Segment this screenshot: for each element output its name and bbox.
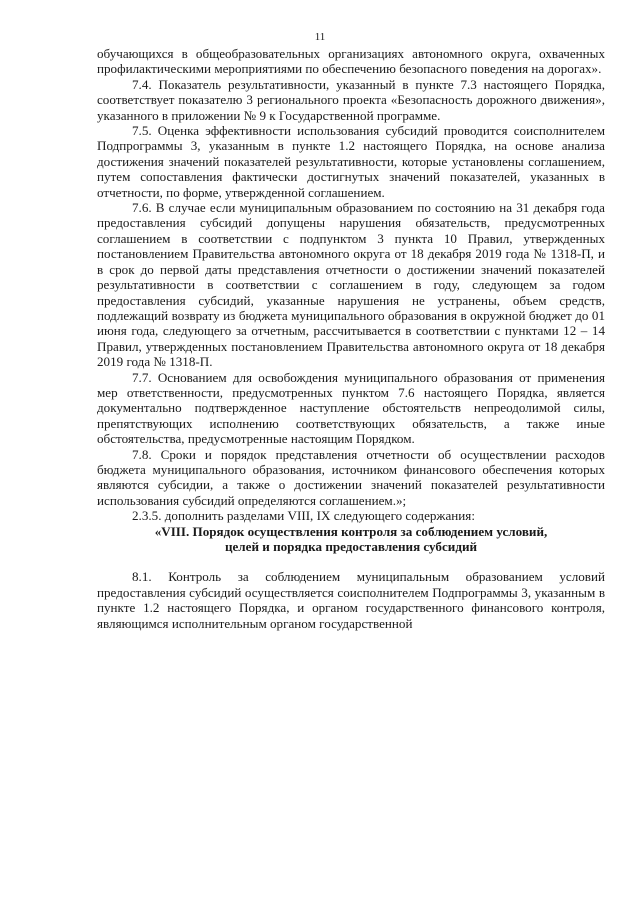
- section-heading: [97, 524, 605, 555]
- page-number: 11: [314, 31, 326, 43]
- paragraph-7-7: 7.7. Основанием для освобождения муниципального образования от применения мер ответственности, предусмотренных пунктом 7.6 настоящего Порядка, является документально подтвержденное наступление обстоятельств непреодолимой силы, препятствующих исполнению соответствующих обязательств, а также иные обстоятельства, предусмотренные настоящим Порядком.: [97, 369, 605, 447]
- paragraph-2-3-5: 2.3.5. дополнить разделами VIII, IX следующего содержания:: [132, 508, 475, 524]
- paragraph-8-1: 8.1. Контроль за соблюдением муниципальным образованием условий предоставления субсидий осуществляется соисполнителем Подпрограммы 3, указанным в пункте 1.2 настоящего Порядка, и органом государственного финансового контроля, являющимся исполнительным органом государственной: [97, 569, 605, 631]
- paragraph-7-6: 7.6. В случае если муниципальным образованием по состоянию на 31 декабря года предоставления субсидий допущены нарушения обязательств, предусмотренных соглашением в соответствии с подпунктом 3 пункта 10 Правил, утвержденных постановлением Правительства автономного округа от 18 декабря 2019 года № 1318-П, и в срок до первой даты представления отчетности о достижении значений показателей результативности в соответствии с соглашением в году, следующем за годом предоставления субсидий, указанные нарушения не устранены, объем средств, подлежащий возврату из бюджета муниципального образования в окружной бюджет до 01 июня года, следующего за отчетным, рассчитывается в соответствии с пунктами 12 – 14 Правил, утвержденных постановлением Правительства автономного округа от 18 декабря 2019 года № 1318-П.: [97, 200, 605, 370]
- section-heading-line-2: целей и порядка предоставления субсидий: [224, 539, 478, 554]
- paragraph-7-5: 7.5. Оценка эффективности использования субсидий проводится соисполнителем Подпрограммы 3, указанным в пункте 1.2 настоящего Порядка, на основе анализа достижения значений показателей результативности, которые установлены соглашением, путем сопоставления фактически достигнутых значений показателей, указанных в отчетности, по форме, утвержденной соглашением.: [97, 123, 605, 200]
- paragraph-7-4: 7.4. Показатель результативности, указанный в пункте 7.3 настоящего Порядка, соответствует показателю 3 регионального проекта «Безопасность дорожного движения», указанного в приложении № 9 к Государственной программе.: [97, 76, 605, 123]
- paragraph-7-8: 7.8. Сроки и порядок представления отчетности об осуществлении расходов бюджета муниципального образования, источником финансового обеспечения которых являются субсидии, а также о достижении значений показателей результативности использования субсидий определяются соглашением.»;: [97, 446, 605, 508]
- section-heading-line-1: «VIII. Порядок осуществления контроля за соблюдением условий,: [154, 523, 548, 539]
- paragraph-continuation: обучающихся в общеобразовательных организациях автономного округа, охваченных профилактическими мероприятиями по обеспечению безопасного поведения на дорогах».: [97, 46, 605, 77]
- section-spacer: [97, 554, 605, 569]
- document-body: [97, 46, 605, 631]
